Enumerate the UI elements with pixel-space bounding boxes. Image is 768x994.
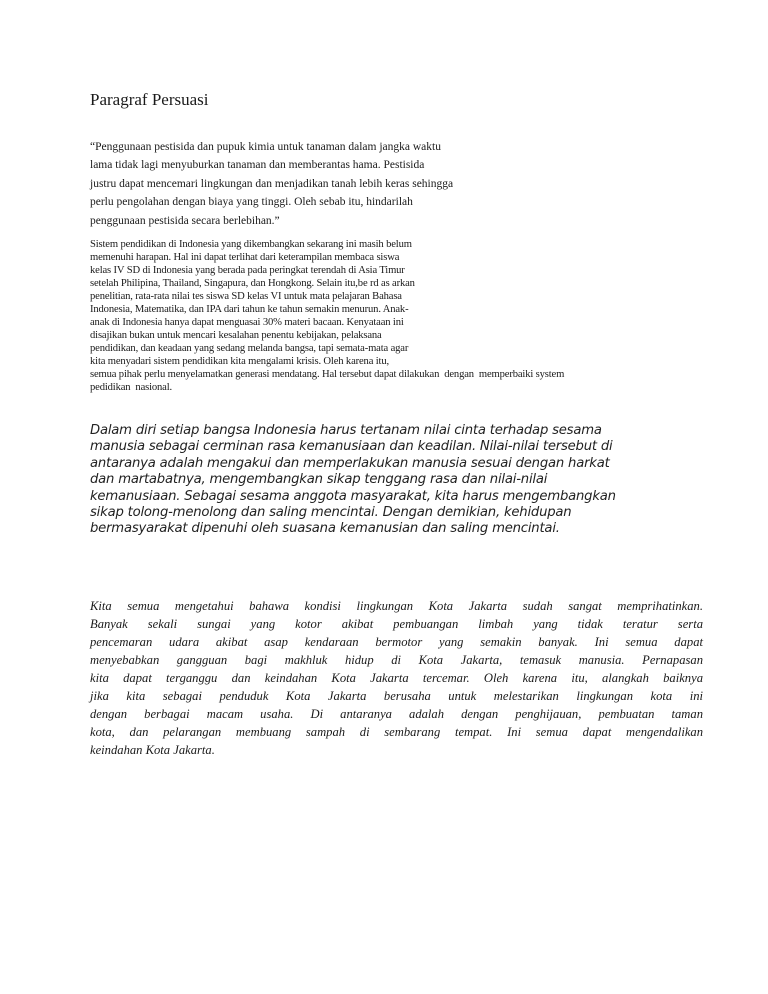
- text-line: jika kita sebagai penduduk Kota Jakarta berusaha untuk melestarikan lingkungan kota ini: [90, 689, 703, 703]
- text-line: kemanusiaan. Sebagai sesama anggota masyarakat, kita harus mengembangkan: [90, 488, 616, 504]
- text-line: sikap tolong-menolong dan saling mencintai. Dengan demikian, kehidupan: [90, 505, 572, 521]
- paragraph-kemanusiaan: [90, 423, 616, 538]
- text-line: penelitian, rata-rata nilai tes siswa SD kelas VI untuk mata pelajaran Bahasa: [90, 291, 402, 302]
- document-title: Paragraf Persuasi: [90, 90, 209, 109]
- text-line: pencemaran udara akibat asap kendaraan bermotor yang semakin banyak. Ini semua dapat: [90, 635, 703, 649]
- text-line: antaranya adalah mengakui dan memperlakukan manusia sesuai dengan harkat: [90, 455, 610, 471]
- text-line: kelas IV SD di Indonesia yang berada pada peringkat terendah di Asia Timur: [90, 265, 405, 276]
- text-line: “Penggunaan pestisida dan pupuk kimia untuk tanaman dalam jangka waktu: [90, 141, 441, 153]
- text-line: justru dapat mencemari lingkungan dan menjadikan tanah lebih keras sehingga: [90, 177, 454, 190]
- text-line: menyebabkan gangguan bagi makhluk hidup di Kota Jakarta, temasuk manusia. Pernapasan: [90, 653, 703, 667]
- text-line: Dalam diri setiap bangsa Indonesia harus tertanam nilai cinta terhadap sesama: [90, 423, 602, 438]
- text-line: pendidikan, dan keadaan yang sedang melanda bangsa, tapi semata-mata agar: [90, 343, 409, 354]
- text-line: anak di Indonesia hanya dapat menguasai 30% materi bacaan. Kenyataan ini: [90, 317, 404, 328]
- paragraph-pestisida: [90, 138, 453, 230]
- text-line: kota, dan pelarangan membuang sampah di sembarang tempat. Ini semua dapat mengendalikan: [90, 725, 703, 739]
- text-line: manusia sebagai cerminan rasa kemanusiaan dan keadilan. Nilai-nilai tersebut di: [90, 439, 613, 455]
- text-line: penggunaan pestisida secara berlebihan.”: [90, 214, 280, 227]
- text-line: kita menyadari sistem pendidikan kita mengalami krisis. Oleh karena itu,: [90, 356, 389, 367]
- text-line: Banyak sekali sungai yang kotor akibat pembuangan limbah yang tidak teratur serta: [90, 617, 703, 631]
- text-line: Sistem pendidikan di Indonesia yang dikembangkan sekarang ini masih belum: [90, 239, 412, 250]
- text-line: keindahan Kota Jakarta.: [90, 743, 215, 757]
- text-line: Kita semua mengetahui bahawa kondisi lingkungan Kota Jakarta sudah sangat memprihatinkan.: [90, 599, 703, 613]
- text-line: perlu pengolahan dengan biaya yang tinggi. Oleh sebab itu, hindarilah: [90, 196, 413, 209]
- text-line: dan martabatnya, mengembangkan sikap tenggang rasa dan nilai-nilai: [90, 472, 548, 488]
- text-line: disajikan bukan untuk mencari kesalahan penentu kebijakan, pelaksana: [90, 330, 382, 341]
- text-line: kita dapat terganggu dan keindahan Kota Jakarta tercemar. Oleh karena itu, alangkah baiknya: [90, 671, 703, 685]
- text-line: semua pihak perlu menyelamatkan generasi mendatang. Hal tersebut dapat dilakukan dengan memperbaiki system: [90, 369, 565, 380]
- text-line: Indonesia, Matematika, dan IPA dari tahun ke tahun semakin menurun. Anak-: [90, 304, 409, 315]
- text-line: setelah Philipina, Thailand, Singapura, dan Hongkong. Selain itu,be rd as arkan: [90, 278, 415, 289]
- paragraph-pendidikan: [90, 238, 564, 394]
- text-line: memenuhi harapan. Hal ini dapat terlihat dari keterampilan membaca siswa: [90, 252, 400, 263]
- text-line: lama tidak lagi menyuburkan tanaman dan memberantas hama. Pestisida: [90, 159, 425, 172]
- text-line: bermasyarakat dipenuhi oleh suasana kemanusian dan saling mencintai.: [90, 521, 560, 537]
- text-line: pedidikan nasional.: [90, 382, 173, 393]
- paragraph-lingkungan-jakarta: [90, 597, 703, 759]
- text-line: dengan berbagai macam usaha. Di antaranya adalah dengan penghijauan, pembuatan taman: [90, 707, 703, 721]
